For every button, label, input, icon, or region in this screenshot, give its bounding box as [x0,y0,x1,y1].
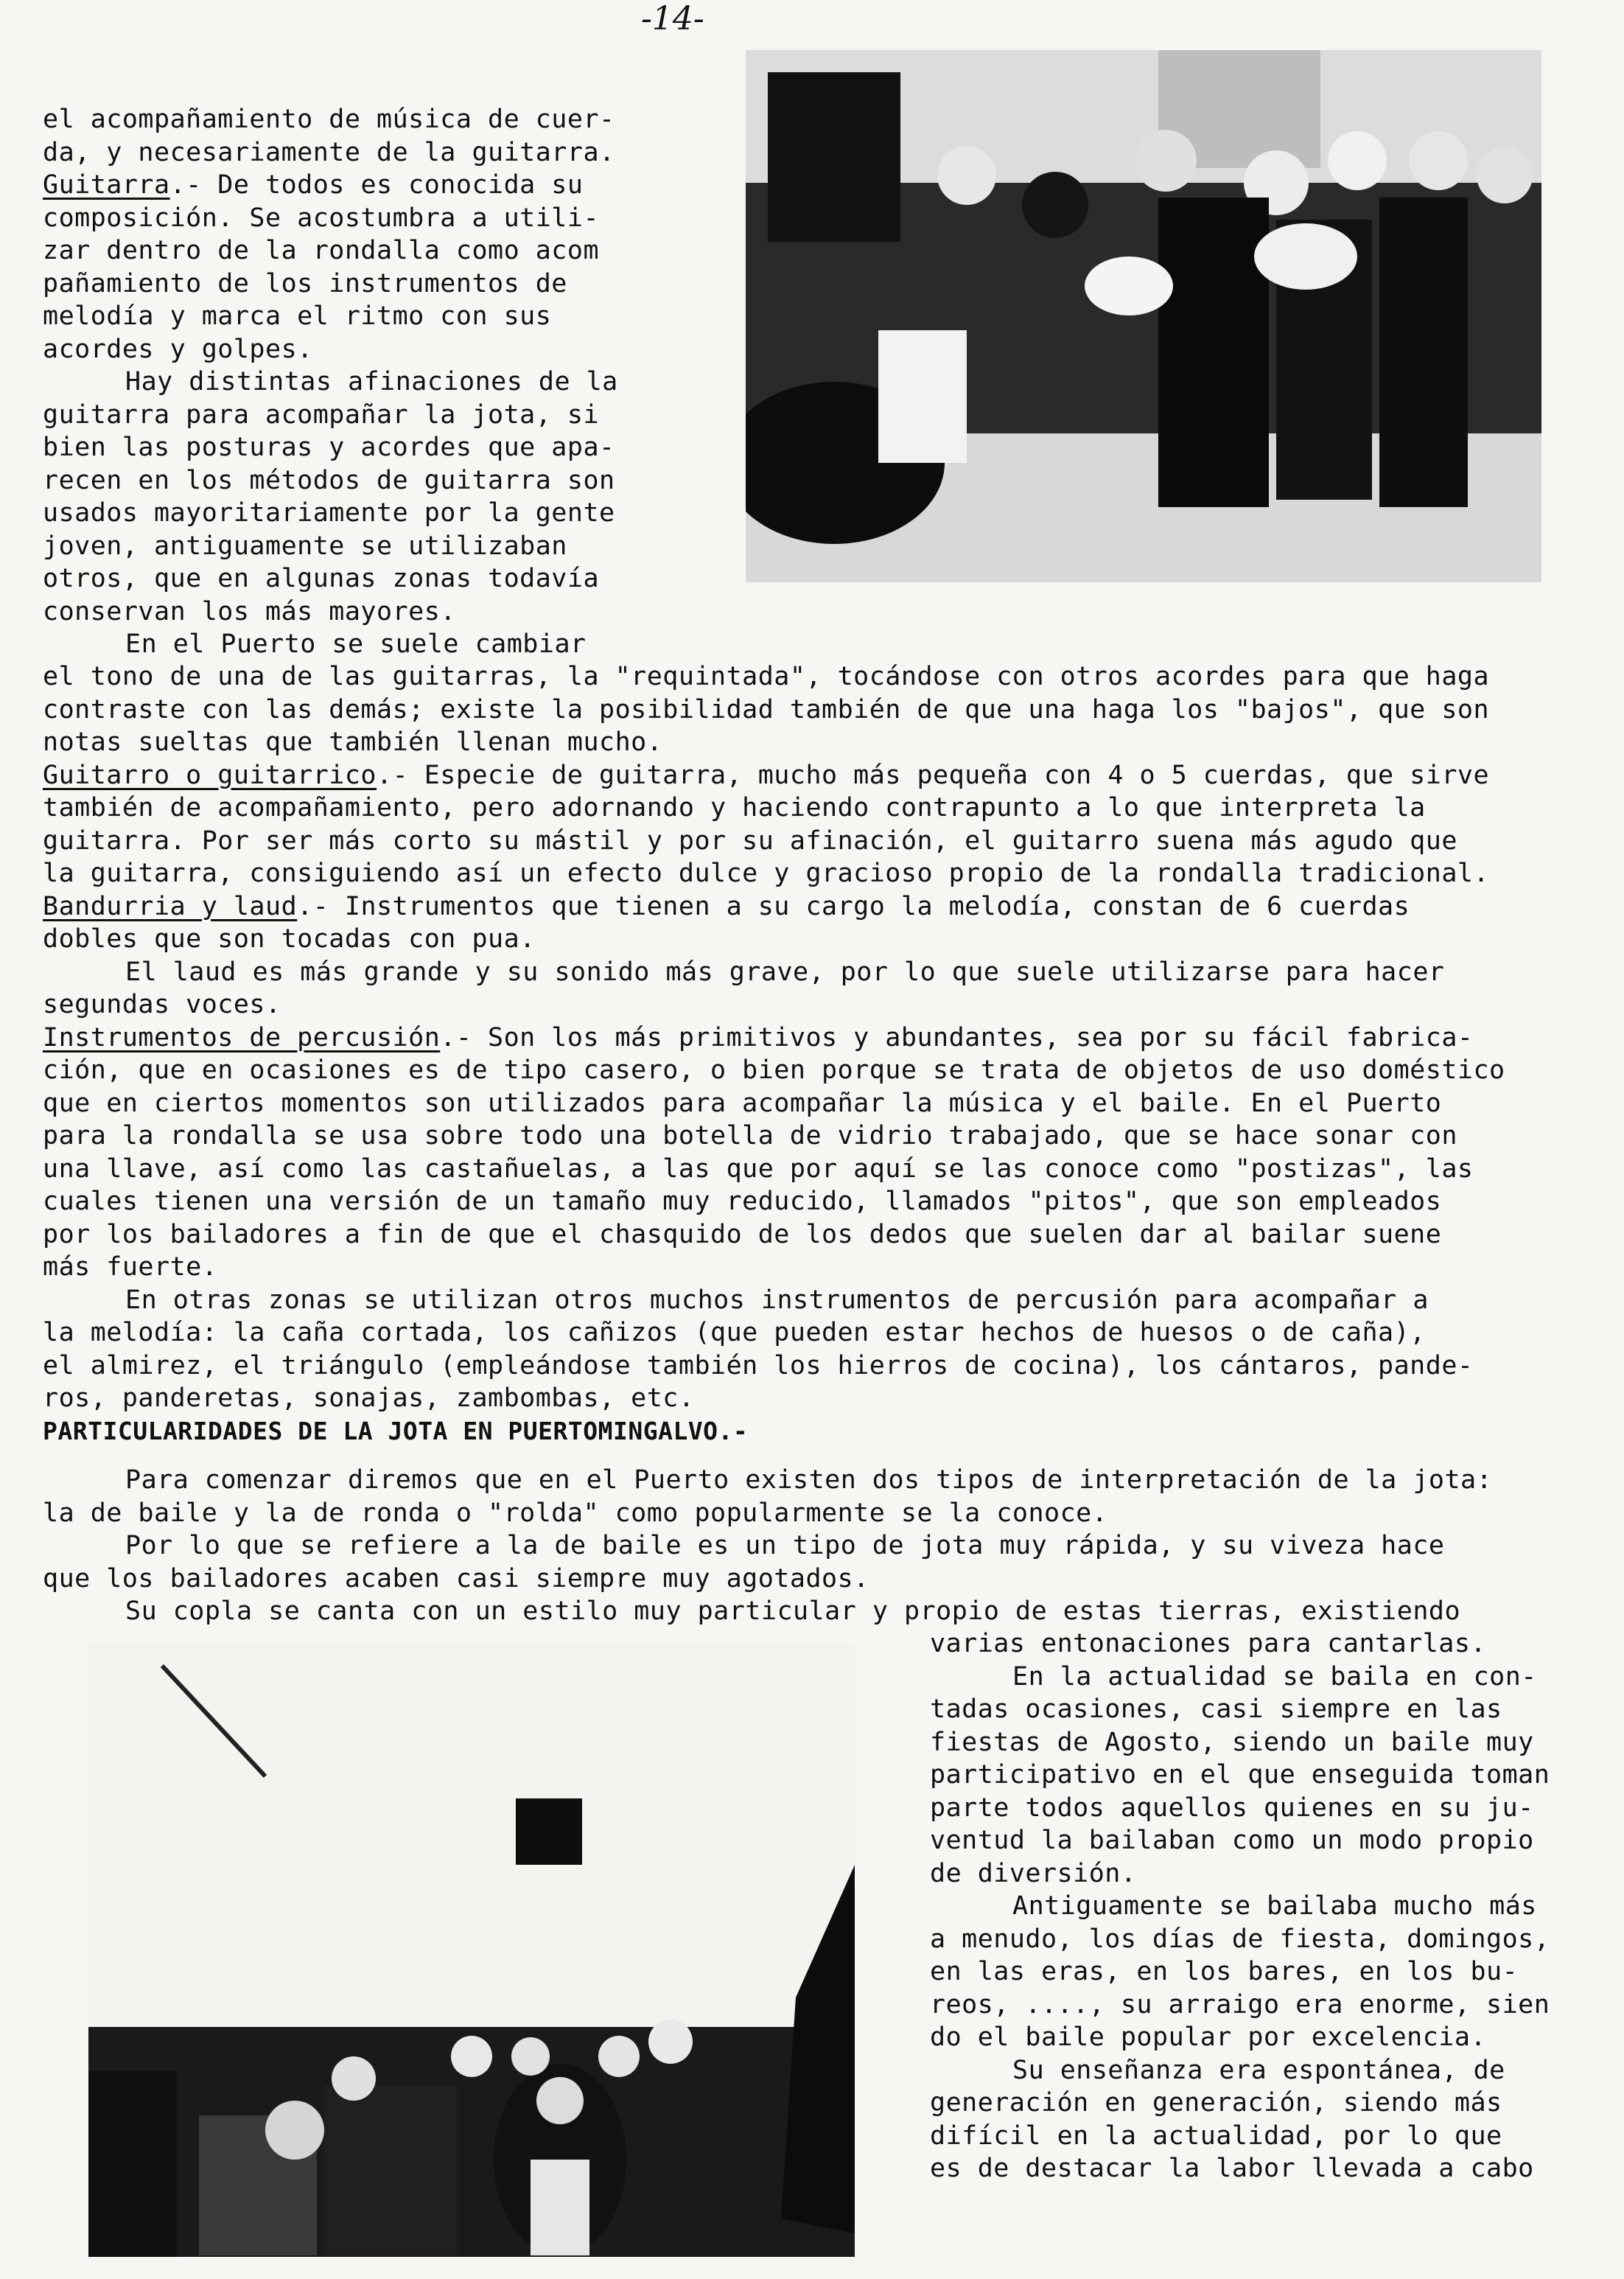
page-number: -14- [641,0,704,38]
text-line: En el Puerto se suele cambiar [125,629,587,659]
text-line: la guitarra, consiguiendo así un efecto dulce y gracioso propio de la rondalla tradicional. [43,859,1490,888]
text-line [43,169,691,202]
text-line: para la rondalla se usa sobre todo una botella de vidrio trabajado, que se hace sonar con [43,1121,1457,1151]
section-term: Bandurria y laud [43,891,298,921]
text-line: guitarra para acompañar la jota, si [43,399,600,430]
text-line: usados mayoritariamente por la gente [43,498,615,528]
top-left-column [43,103,691,661]
text-line: ción, que en ocasiones es de tipo casero, o bien porque se trata de objetos de uso doméstico [43,1055,1505,1085]
text-line: fiestas de Agosto, siendo un baile muy [930,1727,1534,1757]
text-line [43,1022,1597,1055]
text-span: .- Son los más primitivos y abundantes, sea por su fácil fabrica- [440,1022,1474,1053]
bottom-right-column [930,1627,1623,2185]
text-line: recen en los métodos de guitarra son [43,465,615,495]
text-line: Para comenzar diremos que en el Puerto existen dos tipos de interpretación de la jota: [125,1465,1493,1495]
text-line: segundas voces. [43,990,281,1019]
text-line: también de acompañamiento, pero adornando y haciendo contrapunto a lo que interpreta la [43,793,1426,823]
text-span: .- Instrumentos que tienen a su cargo la melodía, constan de 6 cuerdas [297,891,1410,921]
text-line: la melodía: la caña cortada, los cañizos (que pueden estar hechos de huesos o de caña), [43,1318,1426,1347]
text-line: tadas ocasiones, casi siempre en las [930,1695,1502,1724]
text-line: Su copla se canta con un estilo muy particular y propio de estas tierras, existiendo [125,1596,1461,1626]
text-span: .- Especie de guitarra, mucho más pequeña con 4 o 5 cuerdas, que sirve [377,760,1490,790]
section-heading: PARTICULARIDADES DE LA JOTA EN PUERTOMINGALVO.- [43,1417,749,1445]
text-line: Por lo que se refiere a la de baile es un tipo de jota muy rápida, y su viveza hace [125,1531,1445,1560]
text-line: dobles que son tocadas con pua. [43,924,536,954]
text-line: zar dentro de la rondalla como acom [43,236,600,265]
text-span: .- De todos es conocida su [169,170,584,200]
section-term: Guitarra [43,170,170,200]
text-line: joven, antiguamente se utilizaban [43,531,567,561]
text-line: una llave, así como las castañuelas, a las que por aquí se las conoce como "postizas", las [43,1154,1474,1184]
photo-rondalla-musicians [746,50,1541,582]
text-line: Hay distintas afinaciones de la [125,367,618,397]
text-line: varias entonaciones para cantarlas. [930,1629,1487,1658]
text-line: que los bailadores acaben casi siempre muy agotados. [43,1563,869,1594]
text-line: el acompañamiento de música de cuer- [43,105,615,134]
text-line: En la actualidad se baila en con- [1012,1661,1537,1692]
text-line: difícil en la actualidad, por lo que [930,2121,1502,2151]
text-line: otros, que en algunas zonas todavía [43,564,600,593]
text-line: Antiguamente se bailaba mucho más [1012,1891,1537,1921]
section-term: Instrumentos de percusión [43,1022,441,1053]
section-term: Guitarro o guitarrico [43,760,377,790]
text-line: el tono de una de las guitarras, la "requintada", tocándose con otros acordes para que haga [43,662,1490,691]
text-line: es de destacar la labor llevada a cabo [930,2154,1534,2183]
photo-village-dance [88,1644,855,2257]
text-line: pañamiento de los instrumentos de [43,268,567,299]
text-line: melodía y marca el ritmo con sus [43,301,552,331]
after-heading-body [43,1464,1597,1628]
text-line: ventud la bailaban como un modo propio [930,1826,1534,1855]
text-line: guitarra. Por ser más corto su mástil y por su afinación, el guitarro suena más agudo que [43,826,1457,856]
text-line: generación en generación, siendo más [930,2088,1502,2118]
full-width-body [43,660,1597,1415]
text-line: composición. Se acostumbra a utili- [43,203,600,233]
text-line: la de baile y la de ronda o "rolda" como popularmente se la conoce. [43,1498,1108,1528]
text-line: cuales tienen una versión de un tamaño muy reducido, llamados "pitos", que son empleados [43,1187,1442,1216]
text-line: do el baile popular por excelencia. [930,2023,1487,2052]
text-line: que en ciertos momentos son utilizados para acompañar la música y el baile. En el Puerto [43,1088,1442,1118]
text-line: ros, panderetas, sonajas, zambombas, etc. [43,1383,695,1413]
text-line: notas sueltas que también llenan mucho. [43,727,663,757]
text-line: en las eras, en los bares, en los bu- [930,1957,1519,1986]
text-line: de diversión. [930,1858,1137,1888]
text-line: a menudo, los días de fiesta, domingos, [930,1924,1550,1954]
text-line: Su enseñanza era espontánea, de [1012,2055,1505,2085]
text-line: el almirez, el triángulo (empleándose también los hierros de cocina), los cántaros, pande- [43,1350,1474,1381]
text-line: reos, ...., su arraigo era enorme, sien [930,1989,1550,2020]
text-line: por los bailadores a fin de que el chasquido de los dedos que suelen dar al bailar suene [43,1219,1442,1249]
text-line [43,890,1597,924]
text-line: participativo en el que enseguida toman [930,1760,1550,1790]
text-line: más fuerte. [43,1252,218,1282]
text-line: bien las posturas y acordes que apa- [43,433,615,462]
text-line: El laud es más grande y su sonido más grave, por lo que suele utilizarse para hacer [125,957,1445,987]
text-line: En otras zonas se utilizan otros muchos instrumentos de percusión para acompañar a [125,1285,1429,1315]
text-line [43,759,1597,792]
text-line: parte todos aquellos quienes en su ju- [930,1793,1534,1823]
text-line: acordes y golpes. [43,334,313,364]
text-line: da, y necesariamente de la guitarra. [43,137,615,167]
text-line: contraste con las demás; existe la posibilidad también de que una haga los "bajos", que son [43,694,1490,725]
text-line: conservan los más mayores. [43,596,456,627]
